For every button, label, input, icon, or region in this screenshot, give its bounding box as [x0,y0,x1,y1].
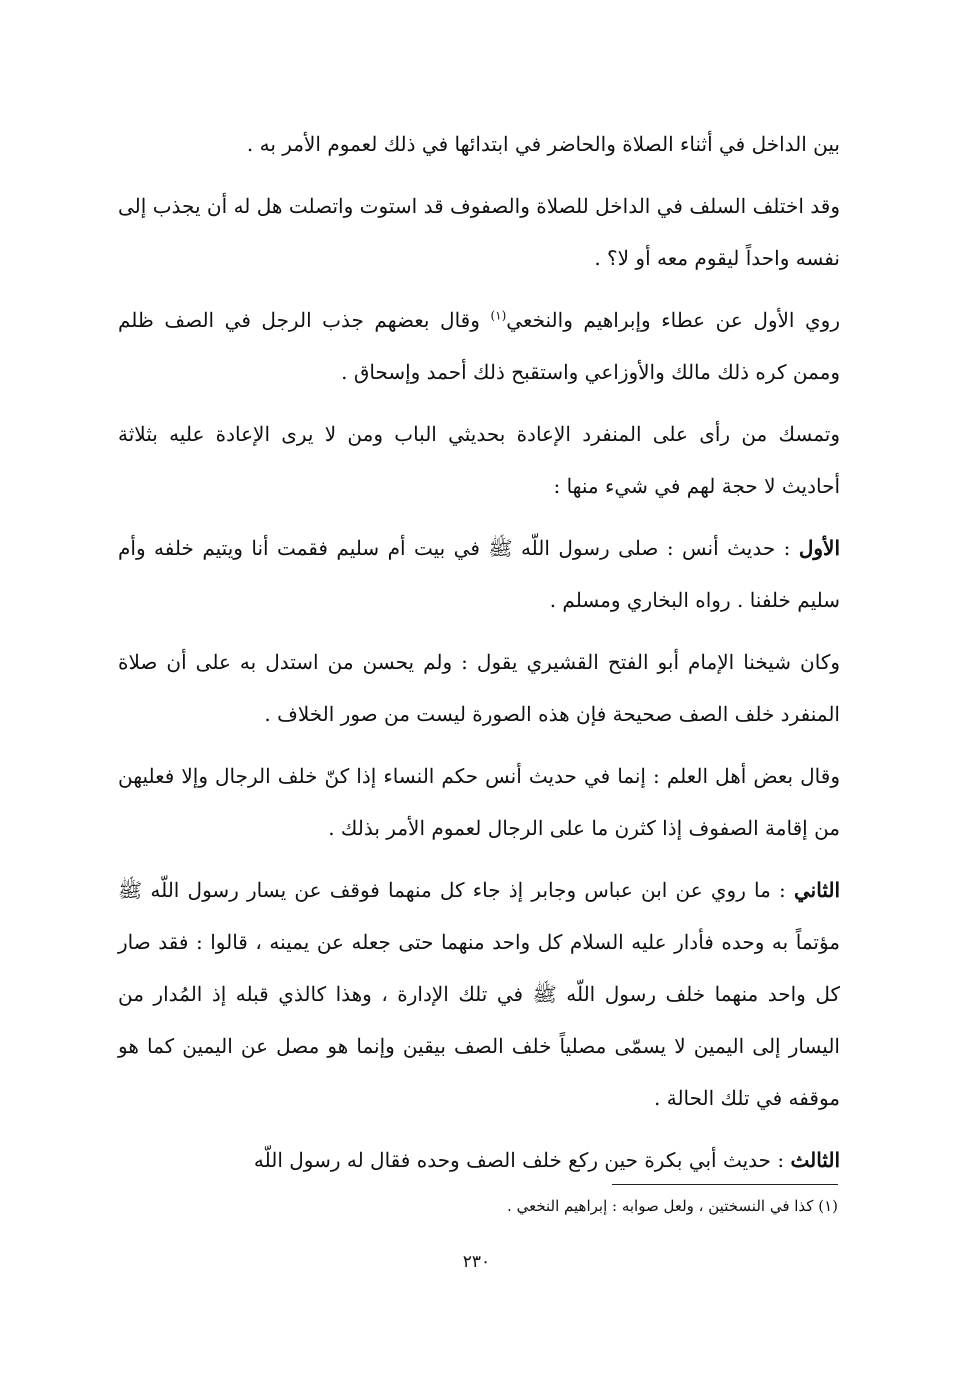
paragraph-text: وكان شيخنا الإمام أبو الفتح القشيري يقول : ولم يحسن من استدل به على أن صلاة المنفرد خلف الصف صحيحة فإن هذه الصورة ليست من صور الخلاف . [118,650,840,726]
footnote: (١) كذا في النسختين ، ولعل صوابه : إبراهيم النخعي . [507,1197,838,1215]
paragraph-text: : حديث أنس : صلى رسول اللّه ﷺ في بيت أم سليم فقمت أنا ويتيم خلفه وأم سليم خلفنا . رواه البخاري ومسلم . [118,536,840,612]
paragraph-4 [118,408,840,512]
page-number: ٢٣٠ [462,1252,491,1272]
paragraph-text: روي الأول عن عطاء وإبراهيم والنخعي [506,308,840,332]
paragraph-lead: الثالث [790,1148,840,1172]
paragraph-lead: الثاني [793,878,840,902]
paragraph-9 [118,1134,840,1186]
paragraph-6 [118,636,840,740]
paragraph-text: وقد اختلف السلف في الداخل للصلاة والصفوف قد استوت واتصلت هل له أن يجذب إلى نفسه واحداً ليقوم معه أو لا؟ . [118,194,840,270]
footnote-divider [612,1184,838,1185]
paragraph-text: وقال بعض أهل العلم : إنما في حديث أنس حكم النساء إذا كنّ خلف الرجال وإلا فعليهن من إقامة الصفوف إذا كثرن ما على الرجال لعموم الأمر بذلك . [118,764,840,840]
paragraph-1 [118,118,840,170]
paragraph-text-continued: وقال بعضهم جذب الرجل في الصف ظلم وممن كره ذلك مالك والأوزاعي واستقبح ذلك أحمد وإسحاق . [118,308,840,384]
paragraph-5 [118,522,840,626]
paragraph-8 [118,864,840,1124]
paragraph-text: : ما روي عن ابن عباس وجابر إذ جاء كل منهما فوقف عن يسار رسول اللّه ﷺ مؤتماً به وحده فأدار عليه السلام كل واحد منهما حتى جعله عن يمينه ، قالوا : فقد صار كل واحد منهما خلف رسول اللّه ﷺ في تلك الإدارة ، وهذا كالذي قبله إذ المُدار من اليسار إلى اليمين لا يسمّى مصلياً خلف الصف بيقين وإنما هو مصل عن اليمين كما هو موقفه في تلك الحالة . [118,878,840,1110]
paragraph-7 [118,750,840,854]
footnote-marker: (١) [490,308,507,323]
paragraph-text: بين الداخل في أثناء الصلاة والحاضر في ابتدائها في ذلك لعموم الأمر به . [246,132,840,156]
paragraph-text: وتمسك من رأى على المنفرد الإعادة بحديثي الباب ومن لا يرى الإعادة عليه بثلاثة أحاديث لا حجة لهم في شيء منها : [118,422,840,498]
paragraph-text: : حديث أبي بكرة حين ركع خلف الصف وحده فقال له رسول اللّه [253,1148,791,1172]
paragraph-2 [118,180,840,284]
paragraph-lead: الأول [798,536,840,560]
main-text [118,118,840,1196]
paragraph-3 [118,294,840,398]
